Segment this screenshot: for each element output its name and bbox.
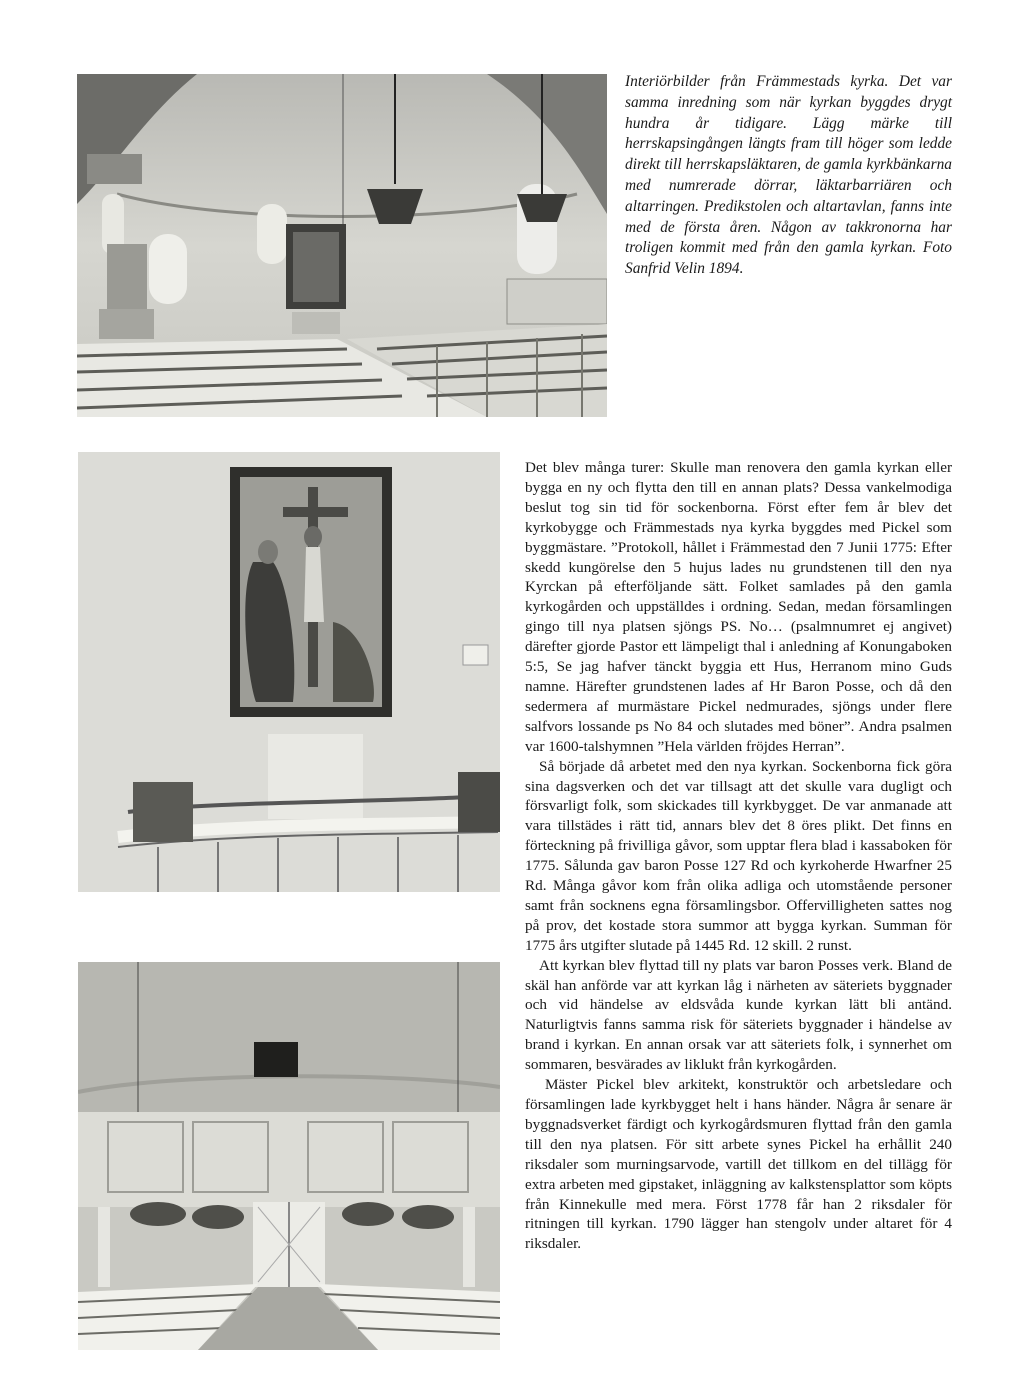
interior-nave-photo [77,74,607,417]
paragraph-1: Det blev många turer: Skulle man renovera den gamla kyrkan eller bygga en ny och flytta den till en annan plats? Dessa vankelmodiga beslut tog sin tid för sockenborna. Först efter fem år blev det kyrkobygge och Främmestads nya kyrka byggdes med Pickel som byggmästare. ”Protokoll, hållet i Främmestad den 7 Junii 1775: Efter skedd kungörelse den 5 hujus lades nu grundstenen till den nya Kyrckan på efterföljande sätt. Folket samlades på den gamla kyrkogården och uppställdes i ordning. Sedan, medan församlingen gingo till nya platsen sjöngs PS. No… (psalmnumret ej angivet) därefter gjorde Pastor ett lämpeligt thal i anledning af Konungaboken 5:5, Se jag hafver tänckt byggia ett Hus, Herranom mino Guds namne. Härefter grundstenen lades af Hr Baron Posse, och då den sedermera af murmästare Pickel nedmurades, sjöngs under flere salfvors lossande ps No 84 och slutades med böner”. Andra psalmen var 1600-talshymnen ”Hela världen fröjdes Herran”. [525,459,952,755]
paragraph-2: Så började då arbetet med den nya kyrkan. Sockenborna fick göra sina dagsverken och det var tillsagt att det skulle vara dugligt och försvarligt folk, som skickades till kyrkbygget. De var anmanade att vara tillstädes i rätt tid, annars blev det 8 öres plikt. Det finns en förteckning på frivilliga gåvor, som upptar flera blad i kassaboken för 1775. Sålunda gav baron Posse 127 Rd och kyrkoherde Hwarfner 25 Rd. Många gåvor kom från olika adliga och utomstående personer samt från socknens egna församlingsbor. Offervilligheten sattes nog på prov, det kostade stora summor att bygga kyrkan. Summan för 1775 års utgifter slutade på 1445 Rd. 12 skill. 2 runst. [525,757,952,954]
paragraph-3: Att kyrkan blev flyttad till ny plats var baron Posses verk. Bland de skäl han anförde var att kyrkan låg i närheten av säteriets byggnader och vid händelse av eldsvåda kunde kyrkan lätt bli antänd. Naturligtvis fanns samma risk för säteriets byggnader i händelse av brand i kyrkan. En annan orsak var att säteriets folk, i synnerhet om sommaren, besvärades av liklukt från kyrkogården. [525,956,952,1074]
paragraph-4: Mäster Pickel blev arkitekt, konstruktör och arbetsledare och församlingen lade kyrkbygget helt i hans händer. Några år senare är byggnadsverket färdigt och kyrkogårdsmuren flyttad från den gamla till den nya platsen. För sitt arbete synes Pickel ha erhållit 240 riksdaler som murningsarvode, vartill det tillkom en del tillägg för extra arbeten med gipstaket, inläggning av kalkstensplattor som köpts från Kinnekulle med mera. Först 1778 får han 2 riksdaler för ritningen till kyrkan. 1790 lägger han stengolv under altaret för 4 riksdaler. [525,1076,952,1253]
photo-caption: Interiörbilder från Främmestads kyrka. Det var samma inredning som när kyrkan byggdes drygt hundra år tidigare. Lägg märke till herrskapsingången längts fram till höger som ledde direkt till herrskapsläktaren, de gamla kyrkbänkarna med numrerade dörrar, läktarbarriären och altarringen. Predikstolen och altartavlan, fanns inte med de första åren. Någon av takkronorna har troligen kommit med från den gamla kyrkan. Foto Sanfrid Velin 1894. [625,73,952,278]
altarpiece-photo [78,452,500,892]
gallery-photo [78,962,500,1350]
article-body [525,458,952,1254]
